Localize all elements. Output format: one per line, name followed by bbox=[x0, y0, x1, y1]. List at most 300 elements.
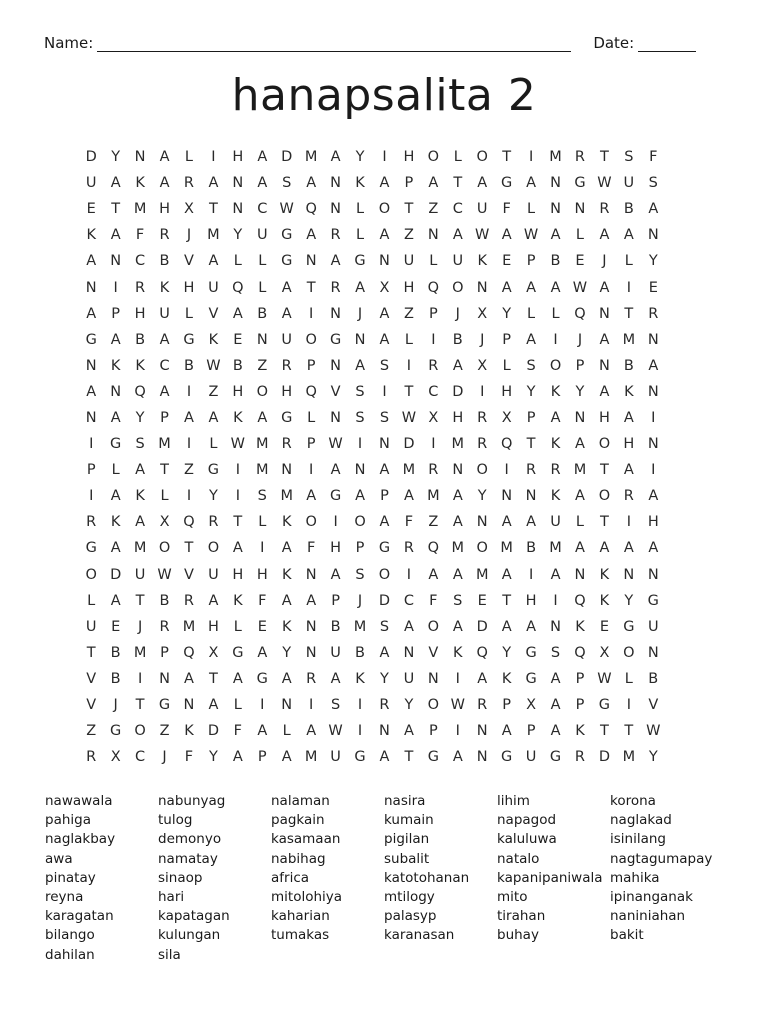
grid-letter: A bbox=[281, 592, 292, 609]
grid-letter: U bbox=[330, 644, 341, 661]
grid-letter: W bbox=[572, 279, 588, 296]
grid-letter: Y bbox=[282, 644, 292, 661]
word-item: kapatagan bbox=[158, 908, 230, 925]
name-field[interactable] bbox=[97, 35, 571, 52]
grid-letter: N bbox=[183, 697, 195, 714]
grid-letter: A bbox=[110, 331, 121, 348]
grid-letter: R bbox=[183, 592, 194, 609]
grid-letter: B bbox=[452, 331, 463, 348]
grid-letter: T bbox=[135, 592, 145, 609]
grid-letter: A bbox=[648, 201, 659, 218]
word-item: naglakbay bbox=[45, 831, 116, 848]
grid-letter: V bbox=[208, 305, 219, 322]
grid-letter: T bbox=[86, 644, 96, 661]
grid-letter: K bbox=[135, 357, 145, 374]
word-item: buhay bbox=[497, 927, 539, 944]
grid-letter: N bbox=[574, 201, 586, 218]
grid-letter: V bbox=[428, 644, 439, 661]
grid-letter: N bbox=[232, 175, 244, 192]
grid-letter: F bbox=[258, 592, 267, 609]
grid-letter: Y bbox=[648, 253, 658, 270]
grid-letter: C bbox=[452, 201, 463, 218]
grid-letter: P bbox=[306, 436, 316, 453]
grid-letter: U bbox=[403, 670, 415, 687]
grid-row bbox=[79, 614, 666, 640]
word-item: tumakas bbox=[271, 927, 330, 944]
word-column bbox=[158, 792, 271, 965]
grid-letter: R bbox=[648, 305, 659, 322]
grid-letter: H bbox=[525, 592, 537, 609]
grid-letter: K bbox=[110, 357, 121, 374]
grid-row bbox=[79, 301, 666, 327]
grid-letter: A bbox=[306, 592, 317, 609]
grid-letter: A bbox=[330, 253, 341, 270]
grid-letter: E bbox=[257, 618, 267, 635]
grid-letter: F bbox=[306, 540, 316, 557]
grid-letter: A bbox=[526, 514, 537, 531]
grid-letter: W bbox=[206, 357, 221, 374]
grid-letter: K bbox=[281, 566, 292, 583]
grid-letter: Y bbox=[648, 749, 658, 766]
letter-grid bbox=[79, 144, 666, 770]
grid-letter: U bbox=[525, 749, 537, 766]
grid-letter: H bbox=[232, 383, 244, 400]
grid-row bbox=[79, 457, 666, 483]
grid-letter: M bbox=[133, 540, 147, 557]
grid-letter: N bbox=[330, 175, 342, 192]
grid-letter: N bbox=[379, 723, 390, 740]
grid-letter: R bbox=[428, 357, 439, 374]
grid-letter: G bbox=[232, 644, 244, 661]
grid-letter: N bbox=[354, 462, 366, 479]
word-item: nagtagumapay bbox=[610, 850, 713, 867]
grid-letter: L bbox=[233, 253, 242, 270]
grid-letter: P bbox=[380, 488, 389, 505]
grid-letter: Q bbox=[574, 305, 586, 322]
grid-letter: N bbox=[110, 383, 122, 400]
grid-letter: N bbox=[647, 331, 659, 348]
grid-letter: B bbox=[330, 618, 341, 635]
grid-letter: U bbox=[85, 175, 97, 192]
grid-letter: N bbox=[476, 279, 488, 296]
grid-letter: R bbox=[599, 201, 610, 218]
grid-letter: A bbox=[232, 670, 243, 687]
grid-letter: A bbox=[281, 540, 292, 557]
grid-letter: A bbox=[257, 723, 268, 740]
grid-letter: D bbox=[281, 149, 293, 166]
grid-letter: K bbox=[110, 514, 121, 531]
word-item: sinaop bbox=[158, 869, 203, 886]
grid-letter: O bbox=[378, 566, 391, 583]
grid-letter: I bbox=[455, 723, 460, 740]
grid-letter: P bbox=[404, 175, 414, 192]
grid-letter: I bbox=[553, 331, 558, 348]
grid-letter: I bbox=[528, 149, 534, 166]
grid-letter: I bbox=[528, 566, 534, 583]
grid-letter: Q bbox=[476, 644, 488, 661]
grid-letter: G bbox=[598, 697, 611, 714]
grid-letter: D bbox=[207, 723, 219, 740]
grid-letter: G bbox=[256, 670, 268, 687]
grid-letter: O bbox=[305, 514, 317, 531]
grid-letter: A bbox=[379, 514, 390, 531]
grid-row bbox=[79, 692, 666, 718]
grid-letter: T bbox=[624, 723, 634, 740]
grid-row bbox=[79, 248, 666, 274]
grid-letter: G bbox=[281, 253, 293, 270]
grid-letter: A bbox=[575, 436, 585, 453]
grid-letter: H bbox=[452, 409, 464, 426]
grid-letter: G bbox=[85, 331, 97, 348]
grid-row bbox=[79, 222, 666, 248]
grid-row bbox=[79, 744, 666, 770]
grid-letter: Q bbox=[574, 644, 586, 661]
grid-letter: L bbox=[160, 488, 169, 505]
grid-letter: B bbox=[257, 305, 268, 322]
grid-letter: N bbox=[134, 149, 146, 166]
grid-letter: A bbox=[306, 723, 317, 740]
grid-letter: X bbox=[110, 749, 121, 766]
grid-letter: I bbox=[431, 331, 436, 348]
grid-letter: J bbox=[602, 253, 607, 270]
grid-letter: M bbox=[451, 436, 465, 453]
grid-letter: Z bbox=[257, 357, 268, 374]
grid-letter: Y bbox=[502, 644, 512, 661]
grid-letter: G bbox=[85, 540, 97, 557]
word-item: natalo bbox=[497, 850, 540, 867]
grid-letter: N bbox=[305, 566, 317, 583]
grid-letter: A bbox=[623, 227, 634, 244]
word-item: tulog bbox=[158, 812, 193, 829]
grid-letter: A bbox=[379, 331, 390, 348]
word-item: nasira bbox=[384, 793, 426, 809]
grid-letter: A bbox=[599, 383, 610, 400]
grid-letter: B bbox=[355, 644, 365, 661]
grid-letter: A bbox=[257, 644, 268, 661]
grid-letter: N bbox=[476, 749, 488, 766]
grid-letter: L bbox=[527, 305, 536, 322]
grid-letter: P bbox=[331, 592, 340, 609]
grid-letter: A bbox=[575, 540, 585, 557]
grid-letter: O bbox=[452, 279, 464, 296]
grid-letter: I bbox=[235, 462, 240, 479]
grid-letter: I bbox=[455, 670, 460, 687]
grid-letter: T bbox=[404, 201, 414, 218]
grid-letter: A bbox=[501, 279, 512, 296]
grid-letter: Y bbox=[526, 383, 536, 400]
grid-letter: F bbox=[429, 592, 438, 609]
word-item: mito bbox=[497, 888, 528, 905]
grid-letter: N bbox=[550, 618, 561, 635]
header bbox=[44, 34, 704, 52]
grid-letter: E bbox=[111, 618, 121, 635]
grid-letter: G bbox=[329, 488, 342, 505]
grid-row bbox=[79, 718, 666, 744]
grid-letter: M bbox=[549, 540, 562, 557]
grid-letter: W bbox=[279, 201, 294, 218]
grid-letter: T bbox=[624, 305, 634, 322]
grid-letter: T bbox=[599, 462, 609, 479]
grid-letter: N bbox=[330, 305, 342, 322]
grid-letter: L bbox=[307, 409, 316, 426]
grid-letter: I bbox=[504, 462, 509, 479]
grid-letter: U bbox=[134, 566, 146, 583]
grid-letter: N bbox=[452, 462, 464, 479]
grid-letter: K bbox=[477, 253, 487, 270]
grid-letter: Z bbox=[184, 462, 194, 479]
grid-letter: G bbox=[378, 540, 391, 557]
grid-letter: I bbox=[260, 540, 265, 557]
grid-letter: A bbox=[599, 540, 610, 557]
grid-row bbox=[79, 483, 666, 509]
grid-letter: A bbox=[599, 331, 610, 348]
grid-letter: I bbox=[211, 149, 216, 166]
grid-letter: T bbox=[306, 279, 316, 296]
grid-letter: O bbox=[476, 540, 488, 557]
grid-letter: N bbox=[281, 697, 293, 714]
grid-letter: K bbox=[599, 566, 610, 583]
grid-letter: D bbox=[85, 149, 97, 166]
grid-letter: A bbox=[110, 592, 121, 609]
grid-letter: R bbox=[330, 279, 341, 296]
grid-letter: V bbox=[648, 697, 659, 714]
grid-letter: S bbox=[355, 409, 365, 426]
grid-letter: W bbox=[597, 175, 612, 192]
word-item: bilango bbox=[45, 927, 95, 944]
grid-letter: W bbox=[328, 723, 343, 740]
grid-letter: P bbox=[257, 749, 267, 766]
grid-letter: J bbox=[113, 697, 118, 714]
grid-letter: Y bbox=[624, 592, 634, 609]
word-item: naglakad bbox=[610, 812, 672, 829]
word-item: lihim bbox=[497, 793, 530, 809]
grid-letter: A bbox=[232, 749, 243, 766]
grid-letter: H bbox=[501, 383, 513, 400]
grid-letter: M bbox=[451, 540, 465, 557]
grid-letter: K bbox=[501, 670, 512, 687]
grid-letter: U bbox=[452, 253, 464, 270]
grid-letter: N bbox=[330, 201, 342, 218]
grid-letter: G bbox=[329, 331, 342, 348]
grid-letter: A bbox=[232, 305, 243, 322]
grid-letter: S bbox=[526, 357, 536, 374]
grid-letter: A bbox=[550, 409, 561, 426]
grid-letter: N bbox=[159, 670, 170, 687]
grid-letter: E bbox=[648, 279, 658, 296]
grid-letter: Y bbox=[208, 488, 218, 505]
grid-row bbox=[79, 379, 666, 405]
grid-letter: K bbox=[208, 331, 219, 348]
grid-letter: T bbox=[599, 723, 609, 740]
grid-letter: R bbox=[550, 462, 561, 479]
grid-letter: A bbox=[281, 279, 292, 296]
grid-letter: A bbox=[135, 514, 146, 531]
grid-letter: G bbox=[549, 749, 562, 766]
grid-letter: M bbox=[280, 488, 293, 505]
grid-letter: M bbox=[353, 618, 367, 635]
word-column bbox=[497, 792, 610, 965]
grid-letter: P bbox=[160, 644, 169, 661]
grid-letter: V bbox=[184, 566, 194, 583]
date-field[interactable] bbox=[638, 35, 696, 52]
grid-letter: A bbox=[403, 723, 414, 740]
grid-letter: L bbox=[258, 279, 267, 296]
grid-row bbox=[79, 640, 666, 666]
word-item: karagatan bbox=[45, 908, 114, 925]
grid-letter: Q bbox=[305, 383, 317, 400]
grid-letter: I bbox=[113, 279, 118, 296]
grid-letter: T bbox=[502, 149, 512, 166]
grid-letter: U bbox=[647, 618, 659, 635]
grid-letter: I bbox=[235, 488, 240, 505]
grid-letter: A bbox=[379, 175, 390, 192]
grid-row bbox=[79, 431, 666, 457]
word-item: mitolohiya bbox=[271, 888, 343, 905]
grid-letter: E bbox=[233, 331, 243, 348]
grid-letter: B bbox=[110, 644, 121, 661]
grid-letter: I bbox=[406, 566, 412, 583]
grid-letter: T bbox=[526, 436, 536, 453]
grid-letter: R bbox=[403, 540, 414, 557]
grid-letter: T bbox=[599, 149, 609, 166]
grid-letter: N bbox=[550, 175, 561, 192]
grid-letter: E bbox=[502, 253, 512, 270]
grid-letter: W bbox=[450, 697, 465, 714]
grid-letter: I bbox=[431, 436, 436, 453]
grid-letter: N bbox=[476, 723, 488, 740]
grid-letter: H bbox=[330, 540, 342, 557]
word-list bbox=[45, 792, 745, 965]
grid-letter: N bbox=[379, 436, 390, 453]
grid-letter: J bbox=[186, 227, 192, 244]
grid-letter: Y bbox=[111, 149, 121, 166]
grid-letter: W bbox=[230, 436, 246, 453]
word-item: africa bbox=[271, 869, 310, 886]
grid-letter: L bbox=[575, 227, 585, 244]
grid-letter: B bbox=[550, 253, 561, 270]
grid-letter: H bbox=[623, 436, 635, 453]
grid-letter: G bbox=[354, 253, 366, 270]
grid-letter: N bbox=[647, 383, 659, 400]
grid-letter: M bbox=[475, 566, 489, 583]
grid-letter: A bbox=[648, 488, 659, 505]
grid-letter: E bbox=[86, 201, 96, 218]
grid-letter: V bbox=[330, 383, 341, 400]
grid-letter: O bbox=[85, 566, 97, 583]
grid-letter: A bbox=[257, 409, 268, 426]
grid-letter: I bbox=[553, 592, 558, 609]
grid-letter: N bbox=[85, 357, 97, 374]
grid-letter: Y bbox=[355, 149, 365, 166]
grid-letter: U bbox=[330, 749, 341, 766]
grid-letter: A bbox=[355, 488, 365, 505]
grid-letter: A bbox=[501, 227, 512, 244]
grid-letter: N bbox=[647, 436, 659, 453]
grid-letter: G bbox=[110, 723, 122, 740]
word-item: hari bbox=[158, 888, 185, 905]
grid-letter: B bbox=[159, 253, 170, 270]
grid-letter: G bbox=[207, 462, 220, 479]
grid-letter: G bbox=[354, 749, 366, 766]
grid-letter: F bbox=[184, 749, 194, 766]
word-item: subalit bbox=[384, 850, 430, 867]
grid-letter: V bbox=[184, 253, 194, 270]
grid-letter: F bbox=[404, 514, 414, 531]
grid-letter: L bbox=[282, 723, 291, 740]
grid-letter: P bbox=[575, 357, 585, 374]
grid-letter: K bbox=[550, 436, 561, 453]
grid-letter: L bbox=[502, 357, 511, 374]
grid-letter: A bbox=[135, 462, 146, 479]
grid-letter: N bbox=[550, 201, 561, 218]
grid-letter: L bbox=[551, 305, 560, 322]
grid-letter: O bbox=[549, 357, 562, 374]
grid-letter: C bbox=[135, 253, 146, 270]
grid-letter: N bbox=[427, 227, 439, 244]
grid-letter: G bbox=[501, 749, 513, 766]
word-column bbox=[610, 792, 713, 965]
grid-letter: A bbox=[623, 540, 634, 557]
word-item: nabihag bbox=[271, 850, 326, 867]
grid-letter: R bbox=[379, 697, 390, 714]
grid-letter: Z bbox=[428, 514, 439, 531]
grid-letter: E bbox=[575, 253, 585, 270]
grid-letter: J bbox=[137, 618, 143, 635]
grid-letter: I bbox=[626, 279, 631, 296]
grid-letter: X bbox=[477, 357, 488, 374]
grid-letter: M bbox=[500, 540, 513, 557]
word-item: pinatay bbox=[45, 869, 96, 886]
grid-letter: J bbox=[480, 331, 485, 348]
grid-letter: O bbox=[207, 540, 220, 557]
grid-letter: A bbox=[599, 227, 610, 244]
grid-letter: B bbox=[526, 540, 537, 557]
grid-letter: I bbox=[89, 488, 94, 505]
grid-letter: M bbox=[549, 149, 562, 166]
grid-letter: T bbox=[404, 749, 414, 766]
grid-letter: S bbox=[355, 383, 365, 400]
word-item: ipinanganak bbox=[610, 888, 693, 905]
grid-letter: A bbox=[623, 462, 634, 479]
grid-letter: I bbox=[137, 670, 143, 687]
grid-letter: R bbox=[477, 409, 488, 426]
grid-letter: G bbox=[647, 592, 659, 609]
grid-letter: X bbox=[526, 697, 537, 714]
grid-letter: I bbox=[651, 462, 656, 479]
grid-letter: N bbox=[574, 566, 586, 583]
grid-letter: U bbox=[476, 201, 488, 218]
grid-letter: R bbox=[183, 175, 194, 192]
word-item: kaharian bbox=[271, 908, 330, 925]
grid-letter: O bbox=[378, 201, 391, 218]
grid-letter: A bbox=[330, 149, 341, 166]
grid-letter: X bbox=[477, 305, 488, 322]
grid-letter: R bbox=[208, 514, 219, 531]
grid-letter: I bbox=[309, 462, 314, 479]
grid-letter: A bbox=[526, 175, 537, 192]
grid-letter: K bbox=[575, 723, 585, 740]
grid-letter: I bbox=[186, 488, 192, 505]
grid-letter: I bbox=[186, 436, 192, 453]
grid-letter: K bbox=[599, 592, 610, 609]
grid-letter: A bbox=[110, 227, 121, 244]
grid-letter: L bbox=[111, 462, 120, 479]
word-item: naniniahan bbox=[610, 908, 686, 925]
grid-letter: G bbox=[281, 409, 293, 426]
grid-letter: R bbox=[526, 462, 537, 479]
grid-letter: A bbox=[330, 566, 341, 583]
grid-letter: R bbox=[159, 227, 170, 244]
